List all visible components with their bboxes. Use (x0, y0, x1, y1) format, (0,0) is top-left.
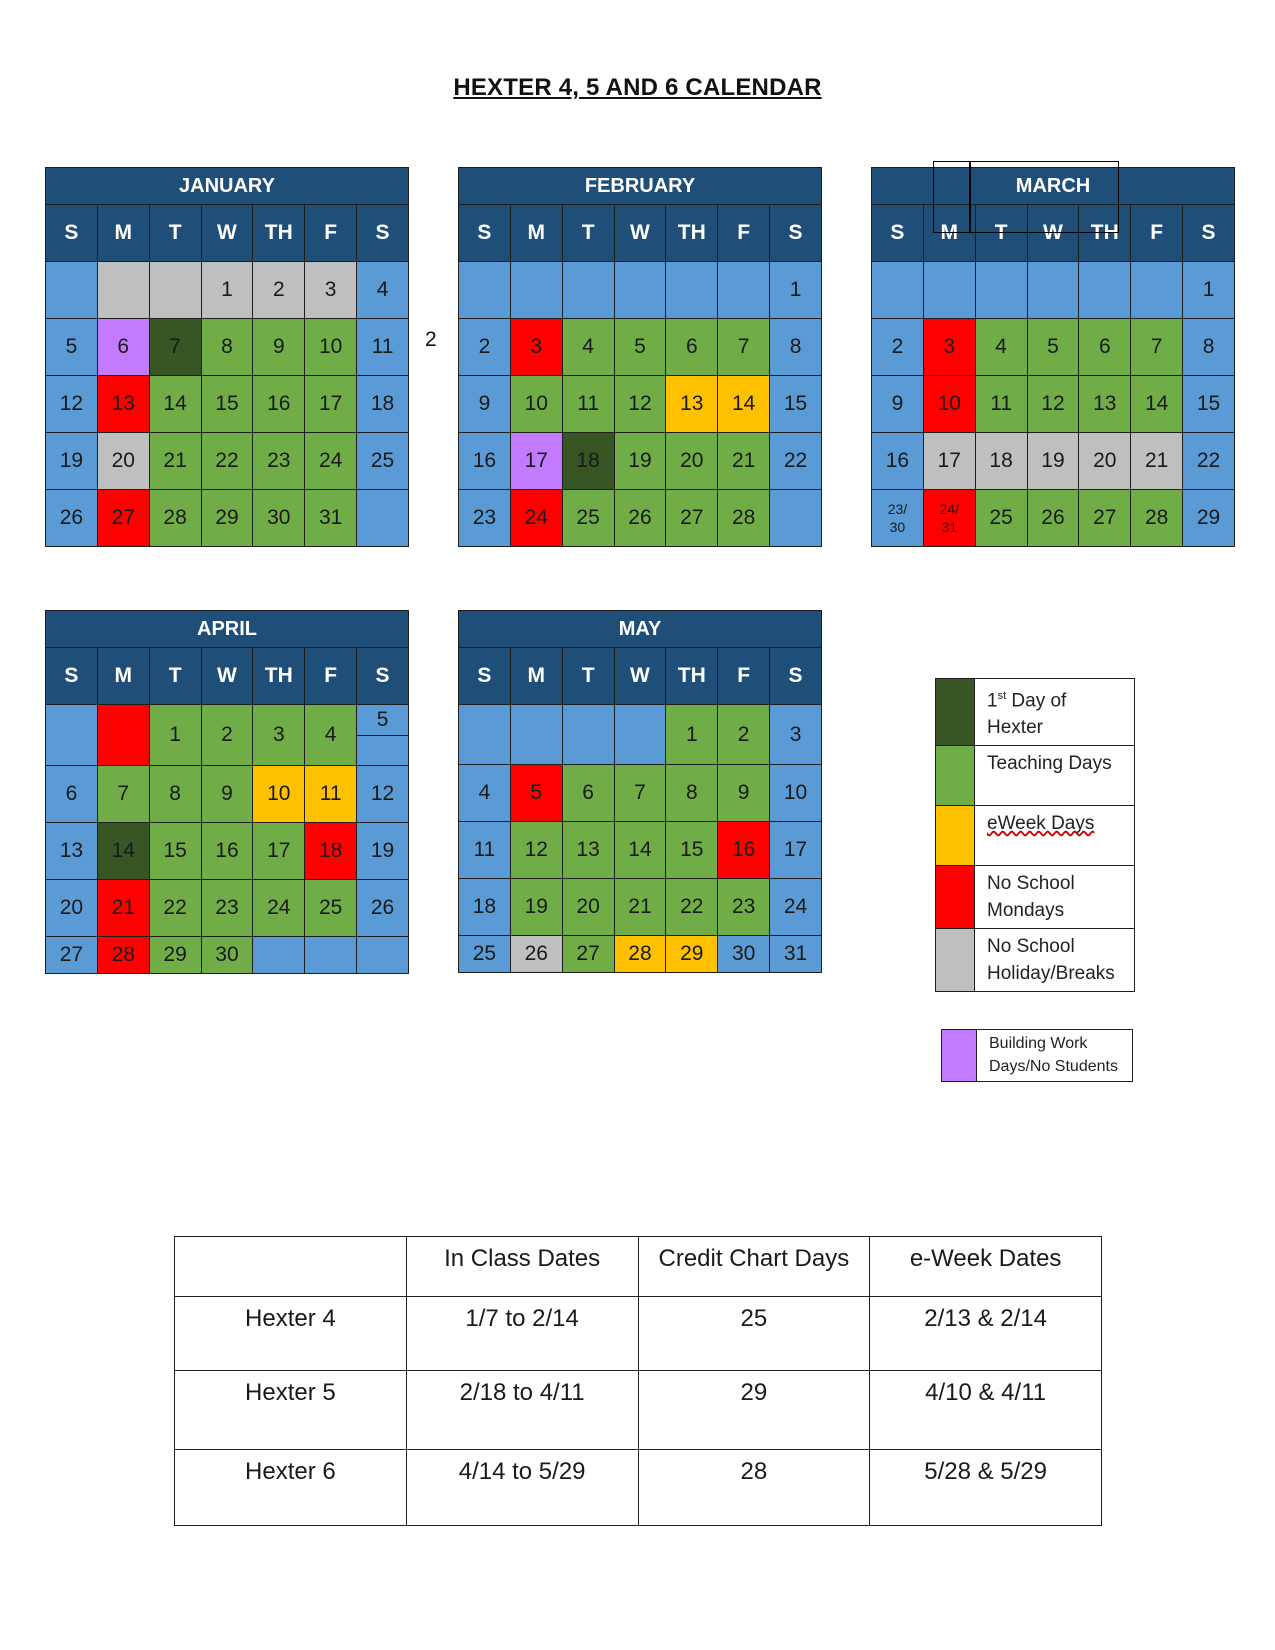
summary-cell-credit-days: 29 (638, 1371, 870, 1450)
calendar-day: 29 (201, 490, 253, 547)
calendar-day: 6 (1079, 319, 1131, 376)
calendar-day: 3 (305, 262, 357, 319)
weekday-label: S (357, 205, 409, 262)
calendar-day: 1 (666, 705, 718, 765)
calendar-day: 8 (149, 766, 201, 823)
calendar-day: 8 (1183, 319, 1235, 376)
month-header-row (459, 168, 822, 205)
calendar-day: 1 (1183, 262, 1235, 319)
weekday-label: S (459, 205, 511, 262)
weekday-header-row (46, 205, 409, 262)
calendar-day: 26 (1027, 490, 1079, 547)
weekday-label: W (201, 648, 253, 705)
legend-swatch-eweek (936, 806, 975, 866)
calendar-week (459, 319, 822, 376)
summary-header-eweek: e-Week Dates (870, 1237, 1102, 1297)
calendar-day: 24 (253, 880, 305, 937)
calendar-day: 23 (253, 433, 305, 490)
calendar-day: 17 (923, 433, 975, 490)
summary-cell-credit-days: 28 (638, 1450, 870, 1526)
calendar-day: 23 (459, 490, 511, 547)
calendar-day: 12 (614, 376, 666, 433)
calendar-day: 9 (459, 376, 511, 433)
legend-label-holiday: No School Holiday/Breaks (975, 929, 1135, 992)
calendar-day: 2 (718, 705, 770, 765)
calendar-day: 26 (46, 490, 98, 547)
calendar-day: 9 (872, 376, 924, 433)
weekday-label: T (975, 205, 1027, 262)
calendar-day: 27 (562, 936, 614, 973)
month-header-row (46, 611, 409, 648)
calendar-day: 13 (666, 376, 718, 433)
calendar-day: 17 (770, 822, 822, 879)
calendar-week (46, 433, 409, 490)
weekday-label: S (770, 205, 822, 262)
calendar-week (459, 765, 822, 822)
calendar-week (46, 937, 409, 974)
calendar-day: 24 (305, 433, 357, 490)
calendar-day: 8 (201, 319, 253, 376)
calendar-empty-cell (459, 705, 511, 765)
summary-cell-hexter: Hexter 4 (175, 1297, 407, 1371)
summary-cell-credit-days: 25 (638, 1297, 870, 1371)
calendar-empty-cell (666, 262, 718, 319)
calendar-day: 10 (510, 376, 562, 433)
weekday-label: S (459, 648, 511, 705)
calendar-day: 30 (718, 936, 770, 973)
month-name: FEBRUARY (459, 168, 822, 205)
calendar-day: 7 (1131, 319, 1183, 376)
legend-row-eweek (936, 806, 1135, 866)
calendar-day: 11 (459, 822, 511, 879)
calendar-empty-cell (97, 705, 149, 766)
month-name: MARCH (872, 168, 1235, 205)
calendar-day: 5 (614, 319, 666, 376)
calendar-week (46, 880, 409, 937)
legend-label-eweek: eWeek Days (975, 806, 1135, 866)
calendar-day: 4 (459, 765, 511, 822)
calendar-empty-cell (923, 262, 975, 319)
legend-swatch-first-day (936, 679, 975, 746)
calendar-empty-cell (1131, 262, 1183, 319)
calendar-day: 26 (357, 880, 409, 937)
weekday-label: S (46, 648, 98, 705)
weekday-label: TH (666, 648, 718, 705)
calendar-day: 4 (562, 319, 614, 376)
calendar-day: 9 (718, 765, 770, 822)
calendar-day: 1 (201, 262, 253, 319)
weekday-label: T (562, 205, 614, 262)
calendar-day: 4 (305, 705, 357, 766)
calendar-week (46, 705, 409, 766)
calendar-day: 2 (201, 705, 253, 766)
legend-label-first-day: 1st Day of Hexter (975, 679, 1135, 746)
calendar-day: 17 (253, 823, 305, 880)
calendar-week (459, 879, 822, 936)
calendar-day: 15 (666, 822, 718, 879)
calendar-week (872, 262, 1235, 319)
calendar-day: 19 (357, 823, 409, 880)
summary-header-row (175, 1237, 1102, 1297)
calendar-day: 14 (149, 376, 201, 433)
summary-cell-hexter: Hexter 5 (175, 1371, 407, 1450)
calendar-day: 14 (1131, 376, 1183, 433)
calendar-day: 17 (510, 433, 562, 490)
legend-swatch-holiday (936, 929, 975, 992)
calendar-day: 3 (253, 705, 305, 766)
calendar-empty-cell (46, 262, 98, 319)
split-cell (357, 705, 408, 765)
calendar-day: 9 (253, 319, 305, 376)
weekday-label: S (1183, 205, 1235, 262)
calendar-day: 25 (562, 490, 614, 547)
weekday-label: F (1131, 205, 1183, 262)
calendar-day: 24 (770, 879, 822, 936)
calendar-week (459, 262, 822, 319)
calendar-day: 25 (305, 880, 357, 937)
legend-row-no-school-mondays (936, 866, 1135, 929)
summary-row (175, 1371, 1102, 1450)
calendar-day: 22 (1183, 433, 1235, 490)
calendar-week (459, 376, 822, 433)
calendar-day: 28 (149, 490, 201, 547)
weekday-label: TH (1079, 205, 1131, 262)
calendar-day: 21 (614, 879, 666, 936)
calendar-day: 3 (770, 705, 822, 765)
calendar-day: 27 (1079, 490, 1131, 547)
calendar-day: 12 (357, 766, 409, 823)
calendar-day: 16 (718, 822, 770, 879)
calendar-day: 22 (770, 433, 822, 490)
calendar-day: 10 (305, 319, 357, 376)
calendar-day: 10 (923, 376, 975, 433)
calendar-may (458, 610, 822, 973)
calendar-day: 13 (1079, 376, 1131, 433)
calendar-day: 11 (357, 319, 409, 376)
weekday-label: TH (666, 205, 718, 262)
weekday-label: T (562, 648, 614, 705)
legend-label-no-school-mondays: No School Mondays (975, 866, 1135, 929)
calendar-day: 28 (614, 936, 666, 973)
calendar-day: 22 (149, 880, 201, 937)
weekday-header-row (459, 205, 822, 262)
calendar-day: 25 (357, 433, 409, 490)
summary-cell-in-class: 1/7 to 2/14 (406, 1297, 638, 1371)
calendar-day: 14 (97, 823, 149, 880)
legend-label-building-work: Building Work Days/No Students (977, 1030, 1133, 1082)
calendar-week (872, 319, 1235, 376)
calendar-day: 27 (46, 937, 98, 974)
calendar-day: 27 (97, 490, 149, 547)
weekday-label: M (97, 205, 149, 262)
weekday-label: W (614, 648, 666, 705)
calendar-day: 10 (770, 765, 822, 822)
calendar-week (872, 490, 1235, 547)
calendar-empty-half (357, 736, 408, 766)
calendar-day: 13 (46, 823, 98, 880)
weekday-label: F (718, 205, 770, 262)
calendar-day: 6 (666, 319, 718, 376)
calendar-week (459, 822, 822, 879)
calendar-day: 19 (510, 879, 562, 936)
calendar-week (459, 490, 822, 547)
calendar-day: 5 (46, 319, 98, 376)
calendar-day: 2 (872, 319, 924, 376)
calendar-day: 16 (201, 823, 253, 880)
calendar-day: 10 (253, 766, 305, 823)
calendar-day: 6 (46, 766, 98, 823)
calendar-day: 20 (97, 433, 149, 490)
stray-number: 2 (425, 328, 437, 351)
calendar-empty-cell (253, 937, 305, 974)
calendar-day: 13 (562, 822, 614, 879)
calendar-empty-cell (614, 705, 666, 765)
calendar-day-number: 5 (357, 705, 408, 736)
summary-header-blank (175, 1237, 407, 1297)
calendar-day: 23 (718, 879, 770, 936)
weekday-label: F (305, 205, 357, 262)
weekday-label: T (149, 205, 201, 262)
calendar-day: 4 (357, 262, 409, 319)
calendar-day: 11 (305, 766, 357, 823)
calendar-day: 18 (305, 823, 357, 880)
calendar-day: 26 (510, 936, 562, 973)
legend-swatch-building-work (942, 1030, 977, 1082)
calendar-day: 16 (872, 433, 924, 490)
weekday-label: TH (253, 205, 305, 262)
calendar-day: 18 (562, 433, 614, 490)
calendar-day: 11 (562, 376, 614, 433)
calendar-day: 23 (201, 880, 253, 937)
calendar-day: 21 (149, 433, 201, 490)
weekday-label: S (770, 648, 822, 705)
summary-cell-eweek: 2/13 & 2/14 (870, 1297, 1102, 1371)
calendar-day: 14 (614, 822, 666, 879)
calendar-week (46, 490, 409, 547)
month-name: APRIL (46, 611, 409, 648)
page-title: HEXTER 4, 5 AND 6 CALENDAR (453, 74, 822, 101)
calendar-day: 11 (975, 376, 1027, 433)
calendar-day: 3 (510, 319, 562, 376)
calendar-day: 14 (718, 376, 770, 433)
march-header-outline-left (933, 161, 971, 233)
calendar-day: 7 (718, 319, 770, 376)
calendar-empty-cell (770, 490, 822, 547)
summary-row (175, 1297, 1102, 1371)
calendar-day: 30 (253, 490, 305, 547)
calendar-day: 15 (149, 823, 201, 880)
weekday-label: S (46, 205, 98, 262)
calendar-day: 31 (305, 490, 357, 547)
legend-swatch-teaching (936, 746, 975, 806)
weekday-label: W (1027, 205, 1079, 262)
calendar-empty-cell (562, 705, 614, 765)
calendar-day: 12 (510, 822, 562, 879)
summary-cell-eweek: 4/10 & 4/11 (870, 1371, 1102, 1450)
calendar-day: 15 (770, 376, 822, 433)
calendar-day: 18 (357, 376, 409, 433)
weekday-label: W (614, 205, 666, 262)
summary-cell-hexter: Hexter 6 (175, 1450, 407, 1526)
calendar-empty-cell (357, 490, 409, 547)
calendar-february (458, 167, 822, 547)
calendar-day: 20 (1079, 433, 1131, 490)
calendar-day: 21 (97, 880, 149, 937)
month-header-row (459, 611, 822, 648)
calendar-empty-cell (46, 705, 98, 766)
legend (935, 678, 1135, 992)
weekday-label: F (305, 648, 357, 705)
calendar-day: 21 (1131, 433, 1183, 490)
calendar-day: 19 (46, 433, 98, 490)
calendar-day: 5 (1027, 319, 1079, 376)
calendar-day: 7 (97, 766, 149, 823)
summary-cell-in-class: 2/18 to 4/11 (406, 1371, 638, 1450)
calendar-empty-cell (1027, 262, 1079, 319)
calendar-day: 6 (97, 319, 149, 376)
weekday-label: M (510, 648, 562, 705)
calendar-empty-cell (459, 262, 511, 319)
calendar-day: 20 (666, 433, 718, 490)
summary-header-credit-days: Credit Chart Days (638, 1237, 870, 1297)
calendar-empty-cell (97, 262, 149, 319)
legend-swatch-no-school-mondays (936, 866, 975, 929)
calendar-day: 28 (1131, 490, 1183, 547)
calendar-day: 2 (253, 262, 305, 319)
calendar-empty-cell (305, 937, 357, 974)
calendar-day: 16 (459, 433, 511, 490)
calendar-day: 7 (614, 765, 666, 822)
calendar-day: 22 (666, 879, 718, 936)
calendar-day: 5 (510, 765, 562, 822)
calendar-january (45, 167, 409, 547)
calendar-day: 28 (718, 490, 770, 547)
calendar-day: 27 (666, 490, 718, 547)
calendar-day: 29 (666, 936, 718, 973)
calendar-week (46, 766, 409, 823)
calendar-day: 30 (201, 937, 253, 974)
calendar-day: 7 (149, 319, 201, 376)
calendar-day: 1 (149, 705, 201, 766)
month-name: JANUARY (46, 168, 409, 205)
calendar-empty-cell (975, 262, 1027, 319)
calendar-day: 25 (459, 936, 511, 973)
calendar-week (459, 433, 822, 490)
march-header-outline-right (969, 161, 1119, 233)
weekday-label: W (201, 205, 253, 262)
calendar-day: 18 (975, 433, 1027, 490)
month-header-row (46, 168, 409, 205)
calendar-day: 21 (718, 433, 770, 490)
calendar-empty-cell (718, 262, 770, 319)
calendar-week (872, 433, 1235, 490)
summary-cell-eweek: 5/28 & 5/29 (870, 1450, 1102, 1526)
calendar-empty-cell (357, 937, 409, 974)
weekday-label: F (718, 648, 770, 705)
calendar-day: 3 (923, 319, 975, 376)
calendar-day: 25 (975, 490, 1027, 547)
calendar-day: 8 (666, 765, 718, 822)
weekday-label: S (872, 205, 924, 262)
calendar-empty-cell (562, 262, 614, 319)
summary-header-in-class: In Class Dates (406, 1237, 638, 1297)
calendar-day: 24/ 31 (923, 490, 975, 547)
calendar-day: 2 (459, 319, 511, 376)
calendar-day: 24 (510, 490, 562, 547)
calendar-day: 31 (770, 936, 822, 973)
hexter-summary-table (174, 1236, 1102, 1526)
calendar-day: 16 (253, 376, 305, 433)
calendar-day: 15 (1183, 376, 1235, 433)
calendar-day: 19 (1027, 433, 1079, 490)
calendar-empty-cell (1079, 262, 1131, 319)
summary-row (175, 1450, 1102, 1526)
calendar-day: 18 (459, 879, 511, 936)
weekday-label: T (149, 648, 201, 705)
calendar-day: 20 (46, 880, 98, 937)
calendar-day: 1 (770, 262, 822, 319)
calendar-week (459, 936, 822, 973)
calendar-day: 8 (770, 319, 822, 376)
weekday-header-row (46, 648, 409, 705)
calendar-day: 9 (201, 766, 253, 823)
calendar-april (45, 610, 409, 974)
calendar-empty-cell (510, 262, 562, 319)
calendar-empty-cell (614, 262, 666, 319)
calendar-empty-cell (510, 705, 562, 765)
weekday-header-row (459, 648, 822, 705)
calendar-week (872, 376, 1235, 433)
calendar-day: 6 (562, 765, 614, 822)
calendar-day: 4 (975, 319, 1027, 376)
summary-cell-in-class: 4/14 to 5/29 (406, 1450, 638, 1526)
calendar-day: 20 (562, 879, 614, 936)
calendar-day: 26 (614, 490, 666, 547)
calendar-day: 12 (1027, 376, 1079, 433)
weekday-label: M (97, 648, 149, 705)
calendar-week (459, 705, 822, 765)
calendar-day (357, 705, 409, 766)
calendar-day: 15 (201, 376, 253, 433)
calendar-day: 13 (97, 376, 149, 433)
legend-row-first-day (936, 679, 1135, 746)
calendar-day: 22 (201, 433, 253, 490)
weekday-label: TH (253, 648, 305, 705)
calendar-day: 23/ 30 (872, 490, 924, 547)
calendar-day: 28 (97, 937, 149, 974)
calendar-week (46, 319, 409, 376)
legend-row-holiday (936, 929, 1135, 992)
month-name: MAY (459, 611, 822, 648)
calendar-empty-cell (872, 262, 924, 319)
weekday-label: S (357, 648, 409, 705)
legend-building-work (941, 1029, 1133, 1082)
calendar-day: 17 (305, 376, 357, 433)
calendar-day: 29 (1183, 490, 1235, 547)
calendar-empty-cell (149, 262, 201, 319)
calendar-day: 29 (149, 937, 201, 974)
calendar-week (46, 376, 409, 433)
legend-row-teaching (936, 746, 1135, 806)
calendar-week (46, 823, 409, 880)
calendar-week (46, 262, 409, 319)
weekday-label: M (510, 205, 562, 262)
weekday-label: M (923, 205, 975, 262)
calendar-day: 12 (46, 376, 98, 433)
calendar-day: 19 (614, 433, 666, 490)
legend-label-teaching: Teaching Days (975, 746, 1135, 806)
